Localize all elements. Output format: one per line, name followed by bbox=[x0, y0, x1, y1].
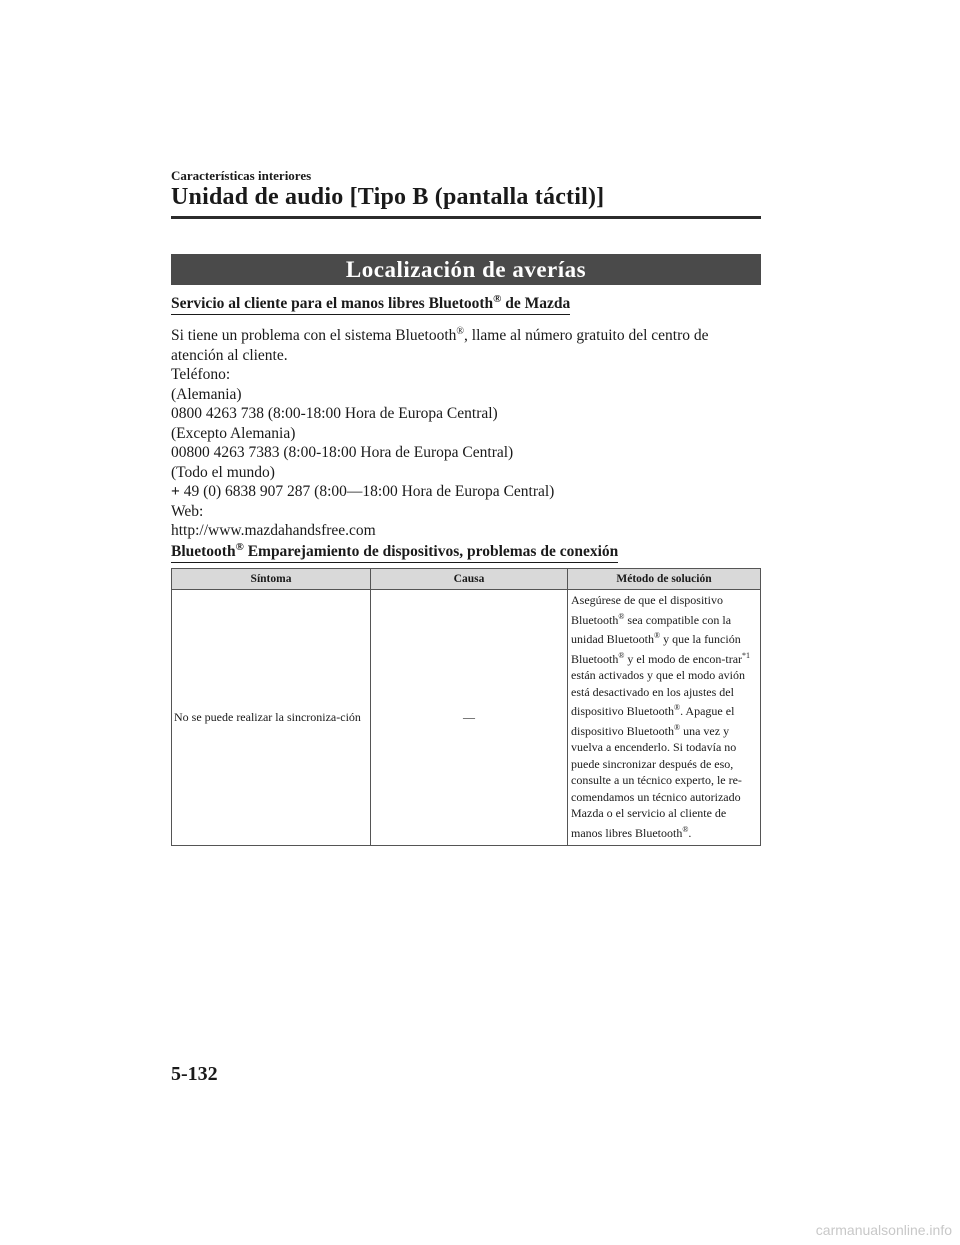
header-symptom: Síntoma bbox=[172, 569, 371, 590]
cell-symptom: No se puede realizar la sincroniza-ción bbox=[172, 590, 371, 846]
intro-text: Si tiene un problema con el sistema Bluetooth bbox=[171, 327, 457, 345]
header-cause: Causa bbox=[371, 569, 568, 590]
phone-worldwide-number: 49 (0) 6838 907 287 (8:00―18:00 Hora de Europa Central) bbox=[179, 483, 555, 501]
solution-text: y el modo de encon-trar bbox=[624, 651, 743, 666]
solution-text: están activados y que el modo avión está desactivado en los ajustes del dispositivo Bluetooth bbox=[571, 668, 745, 718]
title-rule bbox=[171, 216, 761, 219]
phone-label: Teléfono: bbox=[171, 366, 231, 384]
registered-mark: ® bbox=[493, 293, 502, 305]
solution-text: y que la función Bluetooth bbox=[571, 632, 741, 666]
solution-text: . Apague el dispositivo Bluetooth bbox=[571, 704, 735, 738]
support-heading bbox=[171, 293, 570, 315]
support-heading-suffix: de Mazda bbox=[501, 295, 571, 313]
web-label: Web: bbox=[171, 502, 204, 520]
registered-mark: ® bbox=[674, 722, 681, 732]
plus-icon: + bbox=[171, 483, 180, 501]
intro-text-cont: , llame al número gratuito del centro de atención al cliente. bbox=[171, 327, 709, 364]
page-title: Unidad de audio [Tipo B (pantalla táctil)] bbox=[171, 184, 605, 210]
page-number: 5-132 bbox=[171, 1063, 218, 1085]
header-solution: Método de solución bbox=[568, 569, 761, 590]
registered-mark: ® bbox=[674, 703, 681, 712]
table-header-row bbox=[172, 569, 761, 590]
web-url[interactable]: http://www.mazdahandsfree.com bbox=[171, 522, 376, 540]
cell-solution bbox=[568, 590, 761, 846]
region-worldwide: (Todo el mundo) bbox=[171, 463, 275, 481]
phone-worldwide bbox=[171, 482, 761, 502]
support-body bbox=[171, 322, 761, 541]
cell-cause: ― bbox=[371, 590, 568, 846]
pairing-heading-suffix: Emparejamiento de dispositivos, problemas de conexión bbox=[243, 543, 619, 561]
registered-mark: ® bbox=[654, 631, 661, 640]
support-heading-text: Servicio al cliente para el manos libres Bluetooth bbox=[171, 295, 494, 313]
section-banner: Localización de averías bbox=[171, 254, 761, 285]
region-except-germany: (Excepto Alemania) bbox=[171, 424, 296, 442]
watermark: carmanualsonline.info bbox=[815, 1222, 952, 1238]
troubleshooting-table bbox=[171, 568, 761, 846]
registered-mark: ® bbox=[235, 541, 244, 553]
footnote-marker: *1 bbox=[742, 650, 751, 660]
support-intro bbox=[171, 322, 761, 365]
solution-text: sea compatible con la unidad Bluetooth bbox=[571, 612, 732, 646]
pairing-heading bbox=[171, 541, 618, 563]
solution-text: una vez y vuelva a encenderlo. Si todavía no puede sincronizar después de eso, consulte a un técnico experto, le re-comendamos un técnico autorizado Mazda o el servicio al cliente de manos libres Bluetooth bbox=[571, 723, 742, 840]
registered-mark: ® bbox=[456, 326, 465, 337]
region-germany: (Alemania) bbox=[171, 385, 242, 403]
pairing-heading-text: Bluetooth bbox=[171, 543, 236, 561]
solution-text: Asegúrese de que el dispositivo Bluetooth bbox=[571, 593, 723, 627]
phone-except-germany: 00800 4263 7383 (8:00-18:00 Hora de Europa Central) bbox=[171, 444, 514, 462]
table-row bbox=[172, 590, 761, 846]
phone-germany: 0800 4263 738 (8:00-18:00 Hora de Europa Central) bbox=[171, 405, 498, 423]
registered-mark: ® bbox=[618, 650, 625, 660]
registered-mark: ® bbox=[682, 824, 689, 834]
registered-mark: ® bbox=[618, 611, 625, 621]
solution-text: . bbox=[688, 825, 692, 840]
section-label: Características interiores bbox=[171, 168, 312, 183]
